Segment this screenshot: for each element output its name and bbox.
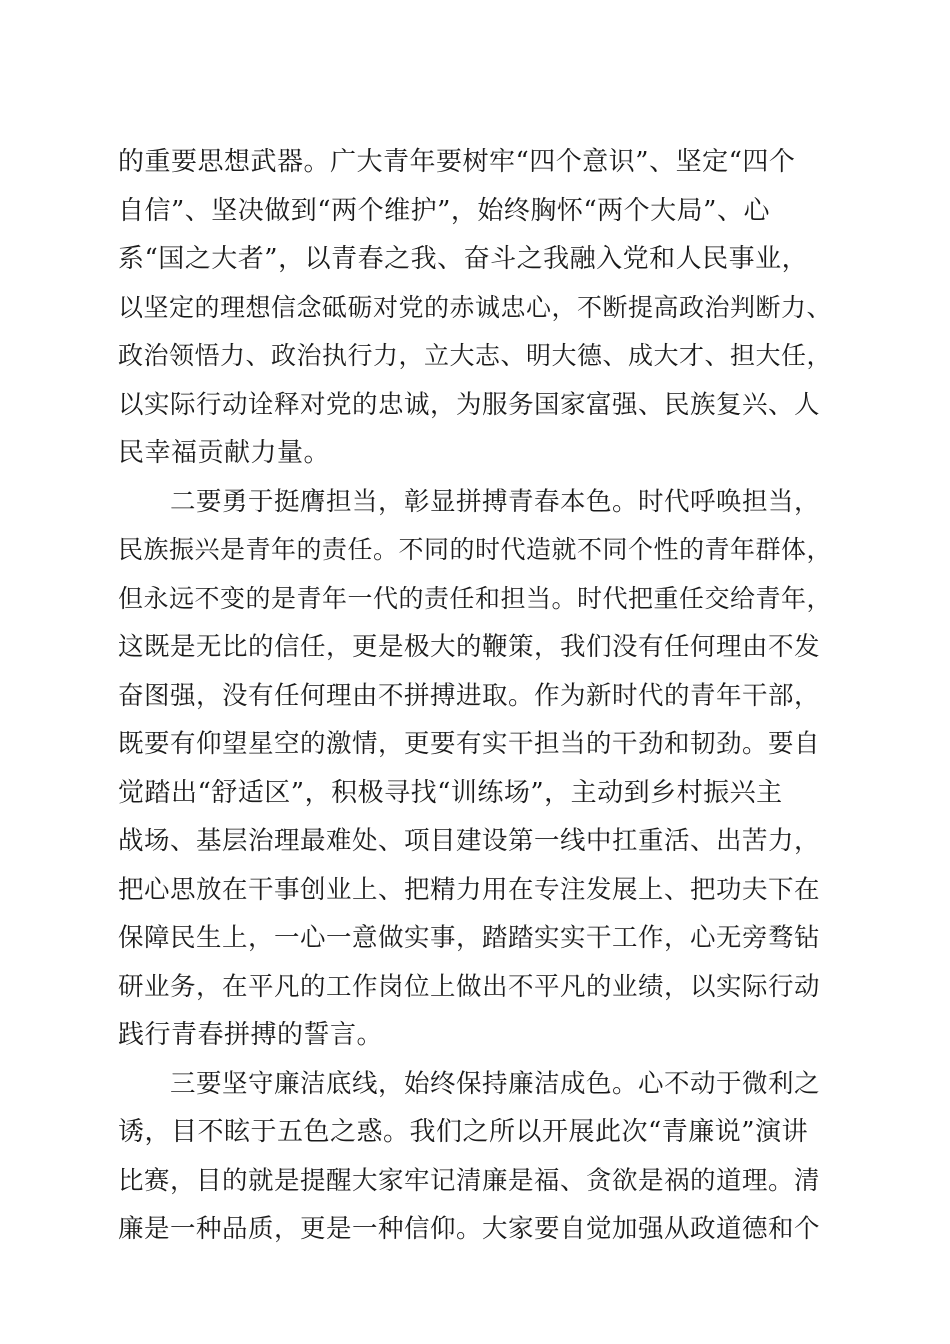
text-line: 民族振兴是青年的责任。不同的时代造就不同个性的青年群体， bbox=[118, 535, 833, 564]
text-line: 诱，目不眩于五色之惑。我们之所以开展此次“青廉说”演讲 bbox=[118, 1117, 809, 1147]
text-line: 战场、基层治理最难处、项目建设第一线中扛重活、出苦力， bbox=[118, 826, 821, 856]
text-line: 践行青春拼搏的誓言。 bbox=[118, 1020, 384, 1050]
text-line: 廉是一种品质，更是一种信仰。大家要自觉加强从政道德和个 bbox=[118, 1214, 821, 1244]
text-line: 以坚定的理想信念砥砺对党的赤诚忠心，不断提高政治判断力、 bbox=[118, 292, 833, 322]
text-line: 自信”、坚决做到“两个维护”，始终胸怀“两个大局”、心 bbox=[118, 195, 770, 226]
text-line: 但永远不变的是青年一代的责任和担当。时代把重任交给青年， bbox=[118, 583, 833, 613]
text-line: 把心思放在干事创业上、把精力用在专注发展上、把功夫下在 bbox=[118, 874, 821, 905]
text-line: 系“国之大者”，以青春之我、奋斗之我融入党和人民事业， bbox=[118, 244, 809, 274]
text-line: 保障民生上，一心一意做实事，踏踏实实干工作，心无旁骛钻 bbox=[118, 923, 821, 953]
text-line: 觉踏出“舒适区”，积极寻找“训练场”，主动到乡村振兴主 bbox=[118, 777, 783, 808]
document-body bbox=[118, 138, 832, 1254]
paragraph-start-line: 三要坚守廉洁底线，始终保持廉洁成色。心不动于微利之 bbox=[118, 1068, 821, 1099]
paragraph-start-line: 二要勇于挺膺担当，彰显拼搏青春本色。时代呼唤担当， bbox=[118, 486, 821, 517]
text-line: 政治领悟力、政治执行力，立大志、明大德、成大才、担大任， bbox=[118, 341, 833, 370]
text-line: 民幸福贡献力量。 bbox=[118, 438, 331, 468]
text-line: 这既是无比的信任，更是极大的鞭策，我们没有任何理由不发 bbox=[118, 632, 821, 662]
text-line: 以实际行动诠释对党的忠诚，为服务国家富强、民族复兴、人 bbox=[118, 389, 821, 420]
text-line: 奋图强，没有任何理由不拼搏进取。作为新时代的青年干部， bbox=[118, 680, 821, 711]
text-line: 比赛，目的就是提醒大家牢记清廉是福、贪欲是祸的道理。清 bbox=[118, 1165, 821, 1196]
text-line: 既要有仰望星空的激情，更要有实干担当的干劲和韧劲。要自 bbox=[118, 729, 821, 759]
text-line: 的重要思想武器。广大青年要树牢“四个意识”、坚定“四个 bbox=[118, 147, 796, 177]
text-line: 研业务，在平凡的工作岗位上做出不平凡的业绩，以实际行动 bbox=[118, 971, 821, 1002]
